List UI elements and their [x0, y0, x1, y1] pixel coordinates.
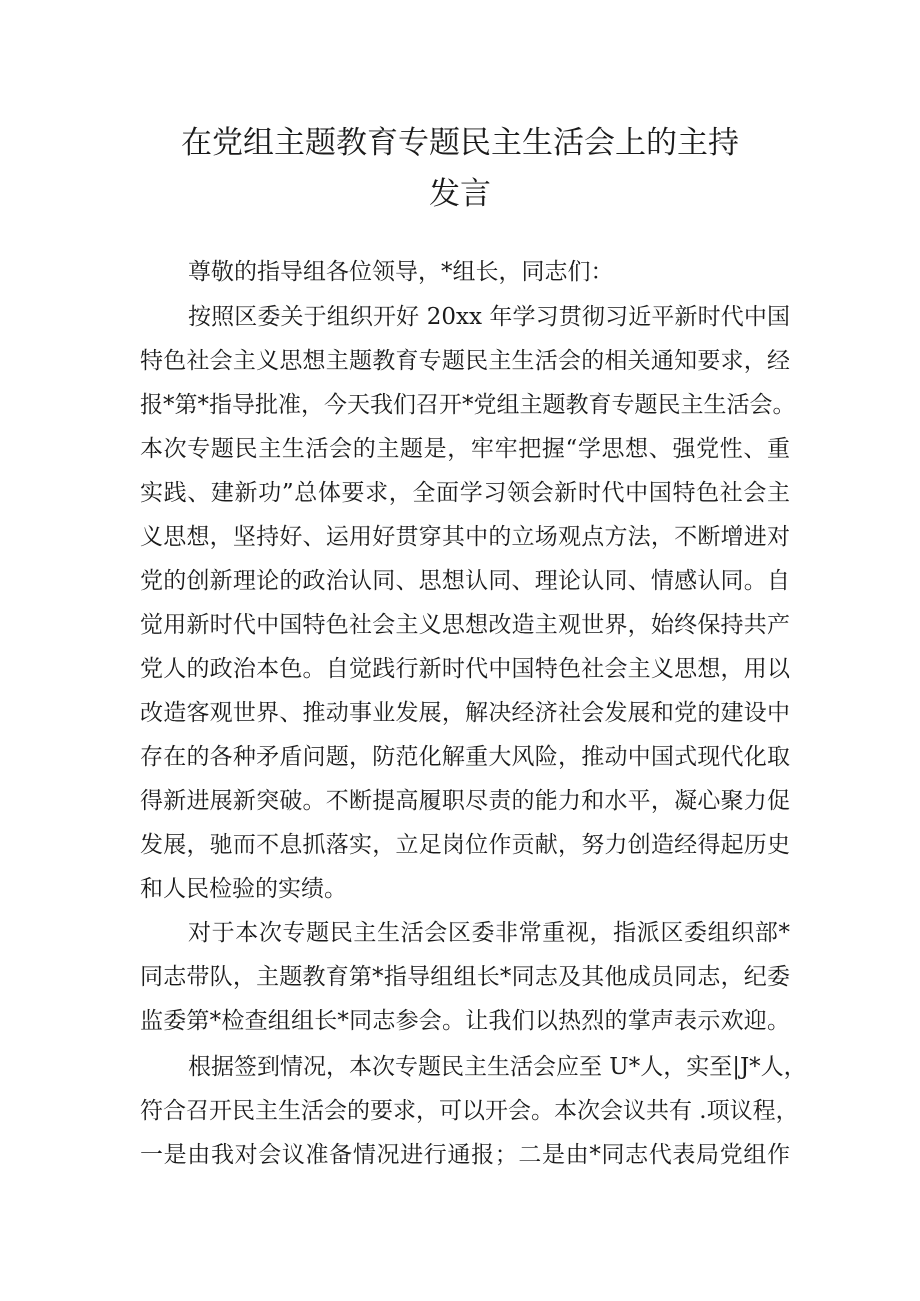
paragraph-1-line-8: 觉用新时代中国特色社会主义思想改造主观世界，始终保持共产 [140, 612, 790, 638]
paragraph-1-line-9: 党人的政治本色。自觉践行新时代中国特色社会主义思想，用以 [140, 656, 790, 682]
paragraph-1-line-6: 义思想，坚持好、运用好贯穿其中的立场观点方法，不断增进对 [140, 524, 790, 550]
paragraph-1-line-14: 和人民检验的实绩。 [140, 876, 347, 902]
paragraph-2-line-2: 同志带队，主题教育第*指导组组长*同志及其他成员同志，纪委 [140, 964, 790, 990]
paragraph-1-line-4: 本次专题民主生活会的主题是，牢牢把握“学思想、强党性、重 [140, 436, 790, 462]
paragraph-2-line-3: 监委第*检查组组长*同志参会。让我们以热烈的掌声表示欢迎。 [140, 1008, 790, 1034]
paragraph-1-line-2: 特色社会主义思想主题教育专题民主生活会的相关通知要求，经 [140, 348, 790, 374]
document-title-line-1: 在党组主题教育专题民主生活会上的主持 [181, 125, 739, 161]
paragraph-3-line-2: 符合召开民主生活会的要求，可以开会。本次会议共有 .项议程， [140, 1098, 799, 1124]
paragraph-3-line-3: 一是由我对会议准备情况进行通报；二是由*同志代表局党组作 [140, 1142, 790, 1168]
document-title-line-2: 发言 [429, 176, 491, 212]
paragraph-1-line-10: 改造客观世界、推动事业发展，解决经济社会发展和党的建设中 [140, 700, 790, 726]
salutation-line: 尊敬的指导组各位领导，*组长，同志们： [188, 259, 614, 285]
paragraph-1-line-3: 报*第*指导批准，今天我们召开*党组主题教育专题民主生活会。 [140, 392, 796, 418]
paragraph-1-line-12: 得新进展新突破。不断提高履职尽责的能力和水平，凝心聚力促 [140, 788, 790, 814]
paragraph-1-line-7: 党的创新理论的政治认同、思想认同、理论认同、情感认同。自 [140, 568, 790, 594]
paragraph-1-line-11: 存在的各种矛盾问题，防范化解重大风险，推动中国式现代化取 [140, 744, 790, 770]
paragraph-2-line-1: 对于本次专题民主生活会区委非常重视，指派区委组织部* [188, 920, 790, 946]
paragraph-3-line-1: 根据签到情况，本次专题民主生活会应至 U*人，实至|J*人， [188, 1054, 807, 1080]
paragraph-1-line-1: 按照区委关于组织开好 20xx 年学习贯彻习近平新时代中国 [188, 304, 790, 330]
paragraph-1-line-5: 实践、建新功”总体要求，全面学习领会新时代中国特色社会主 [140, 480, 790, 506]
paragraph-1-line-13: 发展，驰而不息抓落实，立足岗位作贡献，努力创造经得起历史 [140, 832, 790, 858]
